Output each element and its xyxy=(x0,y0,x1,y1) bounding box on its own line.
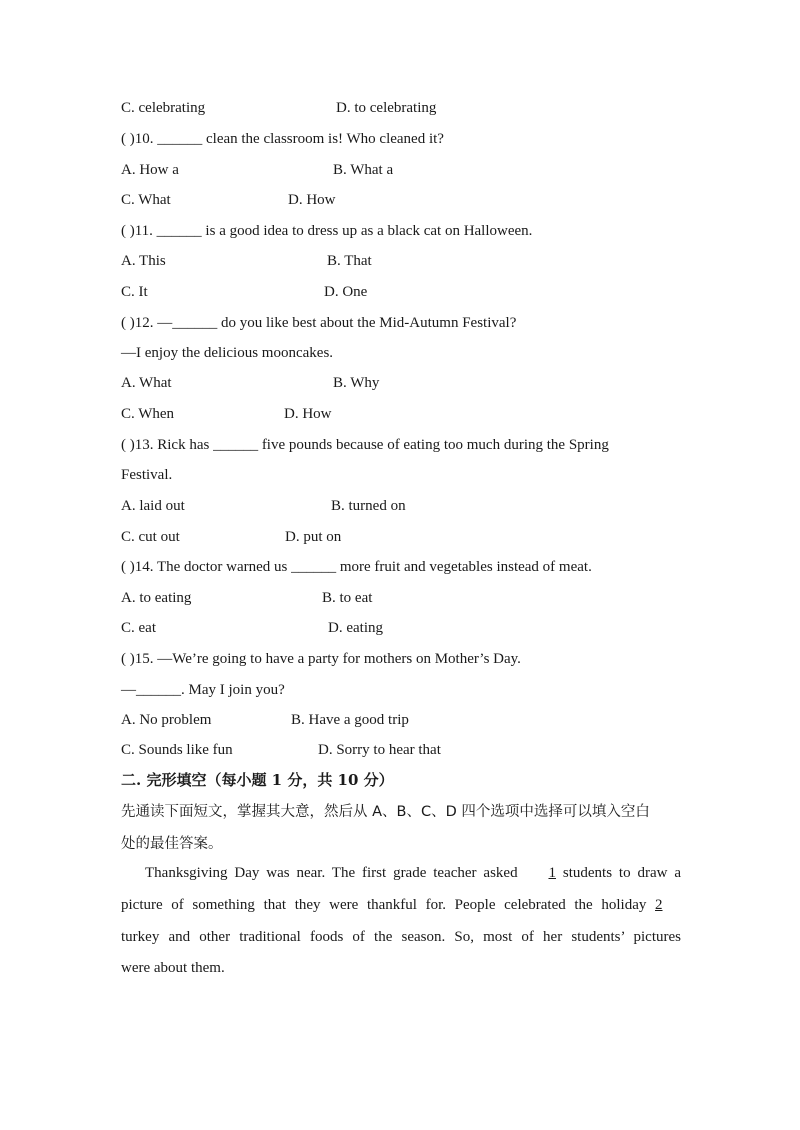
q14-stem: ( )14. The doctor warned us ______ more fruit and vegetables instead of meat. xyxy=(121,559,592,575)
q12-stem: ( )12. —______ do you like best about the Mid-Autumn Festival? xyxy=(121,315,517,331)
q9-option-c: C. celebrating xyxy=(121,100,206,116)
q11-option-d: D. One xyxy=(324,284,368,300)
passage-text: students to draw a xyxy=(562,865,682,881)
q15-option-a: A. No problem xyxy=(121,712,212,728)
q12-option-a: A. What xyxy=(121,375,172,391)
passage-text: Thanksgiving Day was near. The first grade teacher asked xyxy=(145,865,518,881)
q10-option-a: A. How a xyxy=(121,162,179,178)
q11-option-a: A. This xyxy=(121,253,166,269)
section-instruction: 先通读下面短文，掌握其大意，然后从 A、B、C、D 四个选项中选择可以填入空白 xyxy=(121,804,650,820)
q13-stem: ( )13. Rick has ______ five pounds because of eating too much during the Spring xyxy=(121,437,609,453)
q15-stem: ( )15. —We’re going to have a party for mothers on Mother’s Day. xyxy=(121,651,521,667)
q12-stem-reply: —I enjoy the delicious mooncakes. xyxy=(121,345,334,361)
q15-stem-reply: —______. May I join you? xyxy=(121,682,285,698)
passage-line-1 xyxy=(121,863,681,883)
blank-2: 2 xyxy=(655,897,663,913)
passage-line-2 xyxy=(121,895,681,915)
q11-stem: ( )11. ______ is a good idea to dress up as a black cat on Halloween. xyxy=(121,223,533,239)
q15-option-d: D. Sorry to hear that xyxy=(318,742,441,758)
q10-option-b: B. What a xyxy=(333,162,394,178)
section-instruction-cont: 处的最佳答案。 xyxy=(121,836,223,852)
q13-option-a: A. laid out xyxy=(121,498,185,514)
q9-option-d: D. to celebrating xyxy=(336,100,437,116)
q14-option-d: D. eating xyxy=(328,620,383,636)
q15-option-b: B. Have a good trip xyxy=(291,712,409,728)
q13-option-c: C. cut out xyxy=(121,529,180,545)
q11-option-b: B. That xyxy=(327,253,372,269)
q15-option-c: C. Sounds like fun xyxy=(121,742,233,758)
q12-option-b: B. Why xyxy=(333,375,380,391)
q10-option-c: C. What xyxy=(121,192,171,208)
passage-line-3: turkey and other traditional foods of the season. So, most of her students’ pictures xyxy=(121,929,681,945)
q12-option-d: D. How xyxy=(284,406,332,422)
q13-stem-cont: Festival. xyxy=(121,467,173,483)
q13-option-d: D. put on xyxy=(285,529,342,545)
section-heading: 二. 完形填空（每小题 1 分，共 10 分） xyxy=(121,771,394,789)
q11-option-c: C. It xyxy=(121,284,148,300)
q14-option-a: A. to eating xyxy=(121,590,192,606)
q13-option-b: B. turned on xyxy=(331,498,406,514)
q10-stem: ( )10. ______ clean the classroom is! Who cleaned it? xyxy=(121,131,444,147)
q14-option-c: C. eat xyxy=(121,620,156,636)
passage-text: picture of something that they were thankful for. People celebrated the holiday xyxy=(121,897,647,913)
q12-option-c: C. When xyxy=(121,406,175,422)
blank-1: 1 xyxy=(548,865,556,881)
q14-option-b: B. to eat xyxy=(322,590,373,606)
q10-option-d: D. How xyxy=(288,192,336,208)
passage-line-4: were about them. xyxy=(121,960,225,976)
